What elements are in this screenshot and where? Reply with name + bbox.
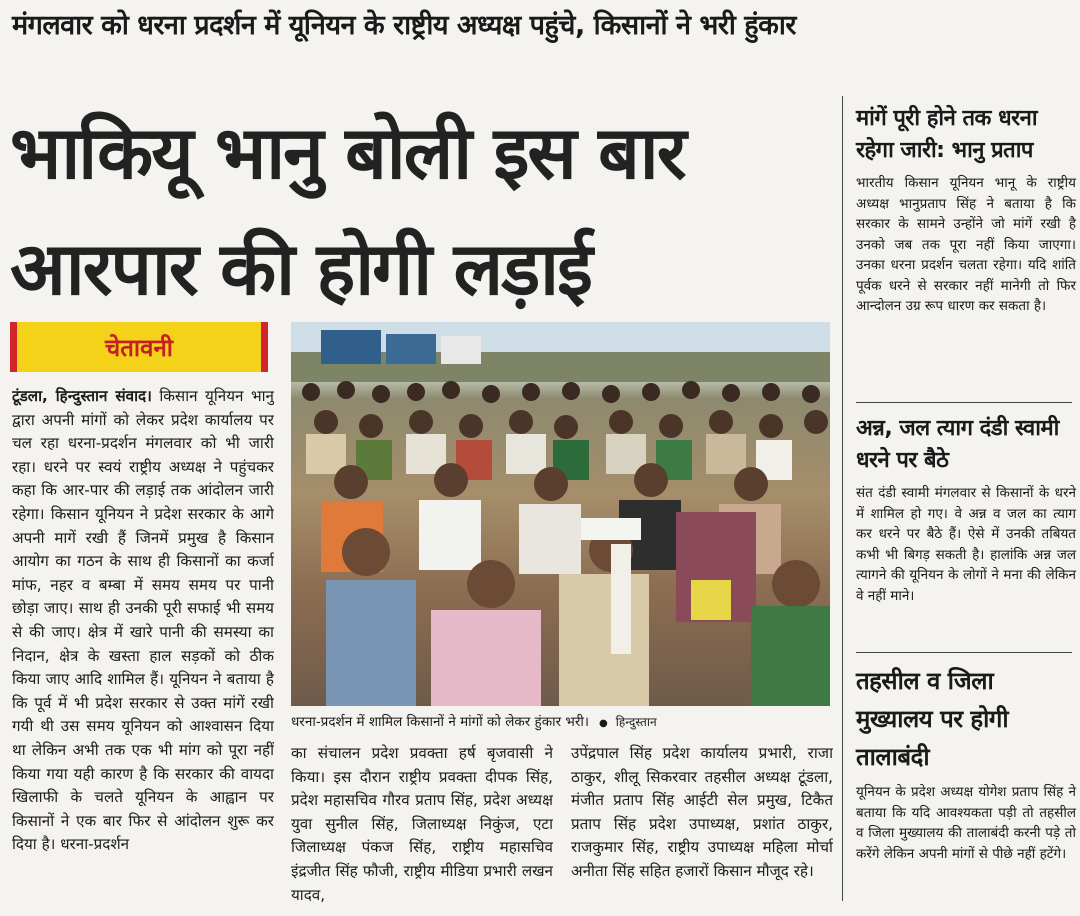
dateline: टूंडला, हिन्दुस्तान संवाद। [12,387,152,405]
sidebar-story-1-body: भारतीय किसान यूनियन भानू के राष्ट्रीय अध्यक्ष भानुप्रताप सिंह ने बताया है कि सरकार के सामने उन्होंने जो मांगें रखी है उनको जब तक पूरा नहीं किया जाएगा। उनका धरना प्रदर्शन चलता रहेगा। यदि शांति पूर्वक धरने से सरकार नहीं मानेगी तो फिर आन्दोलन उग्र रूप धारण कर सकता है। [856,175,1076,314]
article-column-1 [12,385,274,905]
article-text-2: का संचालन प्रदेश प्रवक्ता हर्ष बृजवासी ने किया। इस दौरान राष्ट्रीय प्रवक्ता दीपक सिंह, प्रदेश महासचिव गौरव प्रताप सिंह, प्रदेश अध्यक्ष युवा सुनील सिंह, जिलाध्यक्ष निकुंज, एटा जिलाध्यक्ष पंकज सिंह, राष्ट्रीय महासचिव इंद्रजीत सिंह फौजी, राष्ट्रीय मीडिया प्रभारी लखन यादव, [291,744,553,904]
sidebar-story-2-body: संत दंडी स्वामी मंगलवार से किसानों के धरने में शामिल हो गए। वे अन्न व जल का त्याग कर धरने पर बैठे हैं। ऐसे में उनकी तबियत कभी भी बिगड़ सकती है। हालांकि अन्न जल त्यागने की यूनियन के लोगों ने मना की लेकिन वे नहीं माने। [856,485,1076,604]
sidebar-story-2 [856,413,1076,606]
main-headline [10,96,830,328]
article-column-2 [291,742,553,908]
protest-photo [291,322,830,706]
photo-caption [291,710,830,734]
warning-tag [10,322,268,372]
headline-line-1: भाकियू भानु बोली इस बार [10,111,685,196]
caption-text: धरना-प्रदर्शन में शामिल किसानों ने मांगों को लेकर हुंकार भरी। [291,714,590,730]
article-text-1: किसान यूनियन भानु द्वारा अपनी मांगों को लेकर प्रदेश कार्यालय पर चल रहा धरना-प्रदर्शन मंगलवार को भी जारी रहा। धरने पर स्वयं राष्ट्रीय अध्यक्ष ने पहुंचकर कहा कि आर-पार की लड़ाई तक आंदोलन जारी रहेगा। किसान यूनियन ने प्रदेश सरकार के आगे अपनी मागें रखी हैं जिनमें प्रमुख है किसान आयोग का गठन के साथ ही किसानों का कर्जा मांफ, नहर व बम्बा में समय समय पर पानी छोड़ा जाए। साथ ही उनकी पूरी सफाई भी समय से की जाए। क्षेत्र में खारे पानी की समस्या का निदान, क्षेत्र के खस्ता हाल सड़कों को ठीक किया जाए आदि शामिल हैं। यूनियन ने बताया है कि पूर्व में भी प्रदेश सरकार से उक्त मांगें रखी गयी थी उस समय यूनियन को आश्वासन दिया था लेकिन अभी तक एक भी मांग को पूरा नहीं किया गया यही कारण है कि सरकार की वायदा खिलाफी के चलते यूनियन के आह्वान पर किसानों ने एक बार फिर से आंदोलन शुरू कर दिया है। धरना-प्रदर्शन [12,387,274,854]
sidebar-story-2-title: अन्न, जल त्याग दंडी स्वामी धरने पर बैठे [856,416,1059,473]
article-column-3 [571,742,833,908]
sidebar-story-1-title: मांगें पूरी होने तक धरना रहेगा जारी: भानु प्रताप [856,106,1038,163]
sidebar-divider-2 [856,652,1072,653]
kicker-headline: मंगलवार को धरना प्रदर्शन में यूनियन के राष्ट्रीय अध्यक्ष पहुंचे, किसानों ने भरी हुंकार [12,10,796,41]
headline-line-2: आरपार की होगी लड़ाई [10,227,591,312]
sidebar-divider-1 [856,402,1072,403]
warning-label: चेतावनी [104,333,174,362]
photo-credit: हिन्दुस्तान [615,715,657,729]
sidebar-story-1 [856,103,1076,317]
column-divider [842,96,843,901]
article-text-3: उपेंद्रपाल सिंह प्रदेश कार्यालय प्रभारी, राजा ठाकुर, शीलू सिकरवार तहसील अध्यक्ष टूंडला, मंजीत प्रताप सिंह आईटी सेल प्रमुख, टिकैत प्रताप सिंह प्रदेश उपाध्यक्ष, प्रशांत ठाकुर, राजकुमार सिंह, राष्ट्रीय उपाध्यक्ष महिला मोर्चा अनीता सिंह सहित हजारों किसान मौजूद रहे। [571,744,833,880]
crowd-illustration [291,322,830,706]
bullet-icon: ● [599,718,608,729]
sidebar-story-3 [856,662,1076,864]
sidebar-story-3-body: यूनियन के प्रदेश अध्यक्ष योगेश प्रताप सिंह ने बताया कि यदि आवश्यकता पड़ी तो तहसील व जिला मुख्यालय की तालाबंदी करनी पड़े तो करेंगे लेकिन अपनी मांगों से पीछे नहीं हटेंगे। [856,784,1076,862]
sidebar-story-3-title: तहसील व जिला मुख्यालय पर होगी तालाबंदी [856,667,1009,771]
